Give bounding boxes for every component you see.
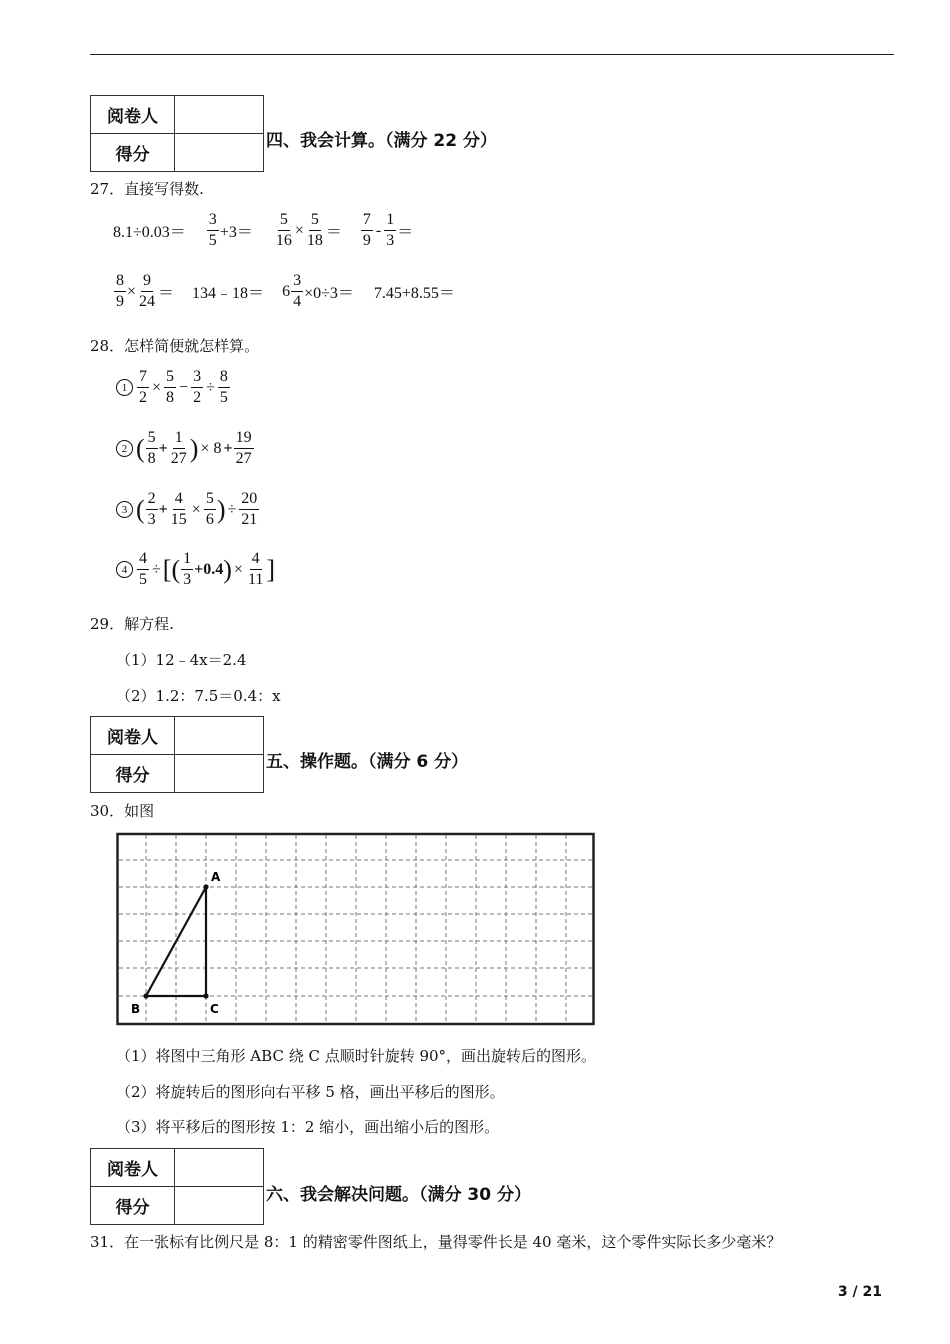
reviewer-label: 阅卷人 [91, 1149, 175, 1187]
fraction: $\frac{2}{3}$ [147, 490, 156, 528]
operator: − [179, 378, 189, 396]
fraction: $\frac{5}{18}$ [306, 211, 323, 249]
fraction: $\frac{1}{27}$ [170, 429, 187, 467]
q28-expression-1 [116, 369, 231, 406]
paren: ) [189, 433, 199, 463]
label-c: C [210, 1002, 219, 1016]
operator: × [127, 282, 137, 300]
reviewer-cell[interactable] [175, 1149, 264, 1187]
bracket: [ [162, 554, 172, 584]
q30-part-3: （3）将平移后的图形按 1：2 缩小，画出缩小后的图形。 [116, 1118, 500, 1136]
vertex-c [203, 993, 208, 998]
section-heading-6: 六、我会解决问题。（满分 30 分） [266, 1185, 531, 1205]
q27-row1 [113, 212, 413, 249]
paren: ) [223, 554, 232, 584]
section-heading-5: 五、操作题。（满分 6 分） [266, 752, 469, 772]
score-cell[interactable] [175, 1187, 264, 1225]
label-b: B [131, 1002, 141, 1016]
fraction: $\frac{4}{5}$ [139, 550, 147, 588]
operator: ÷ [227, 500, 237, 518]
bracket: ] [266, 554, 276, 584]
fraction: $\frac{5}{16}$ [275, 211, 292, 249]
operator: + [223, 439, 233, 457]
q27-item-b-tail: +3＝ [219, 224, 253, 241]
score-cell[interactable] [175, 755, 264, 793]
q29-part-1: （1）12﹣4x＝2.4 [116, 651, 247, 669]
fraction: $\frac{8}{5}$ [219, 368, 228, 406]
question-28-title: 28．怎样简便就怎样算。 [90, 337, 260, 355]
paren: ) [216, 494, 226, 524]
fraction: $\frac{3}{4}$ [293, 272, 302, 310]
score-box [90, 1148, 264, 1225]
operator: × [152, 378, 162, 396]
circled-number: 2 [116, 440, 133, 457]
fraction: $\frac{19}{27}$ [235, 429, 252, 467]
operator: + [158, 439, 168, 457]
mixed-whole: 6 [282, 282, 291, 300]
fraction: $\frac{5}{8}$ [147, 429, 156, 467]
reviewer-label: 阅卷人 [91, 96, 175, 134]
vertex-b [143, 993, 148, 998]
reviewer-cell[interactable] [175, 717, 264, 755]
circled-number: 3 [116, 501, 133, 518]
q30-part-2: （2）将旋转后的图形向右平移 5 格，画出平移后的图形。 [116, 1083, 505, 1101]
fraction: $\frac{3}{5}$ [208, 211, 217, 249]
q27-item-b2: 134﹣18＝ [192, 285, 265, 302]
question-27-title: 27．直接写得数. [90, 180, 204, 198]
q27-item-c2-tail: ×0÷3＝ [304, 285, 354, 302]
operator: +0.4 [194, 560, 224, 578]
operator: × [294, 221, 304, 239]
reviewer-label: 阅卷人 [91, 717, 175, 755]
paren: ( [171, 554, 181, 584]
paren: ( [136, 494, 145, 524]
label-a: A [211, 870, 221, 884]
fraction: $\frac{20}{21}$ [241, 490, 258, 528]
fraction: $\frac{1}{3}$ [386, 211, 395, 249]
operator: ÷ [152, 560, 161, 578]
equals: ＝ [397, 224, 414, 241]
score-box [90, 95, 264, 172]
fraction: $\frac{4}{15}$ [170, 490, 187, 528]
fraction: $\frac{7}{2}$ [139, 368, 147, 406]
equals: ＝ [158, 285, 175, 302]
score-label: 得分 [91, 755, 175, 793]
score-label: 得分 [91, 134, 175, 172]
q29-part-2: （2）1.2：7.5＝0.4：x [116, 687, 281, 705]
q30-part-1: （1）将图中三角形 ABC 绕 C 点顺时针旋转 90°，画出旋转后的图形。 [116, 1047, 597, 1065]
equals: ＝ [325, 224, 342, 241]
fraction: $\frac{4}{11}$ [247, 550, 264, 588]
header-rule [90, 54, 894, 55]
operator: × [191, 500, 201, 518]
section-heading-4: 四、我会计算。（满分 22 分） [266, 131, 497, 151]
operator: × [233, 560, 243, 578]
question-30-title: 30．如图 [90, 802, 155, 820]
fraction: $\frac{9}{24}$ [139, 272, 156, 310]
vertex-a [203, 884, 208, 889]
score-cell[interactable] [175, 134, 264, 172]
operator: ÷ [206, 378, 215, 396]
score-label: 得分 [91, 1187, 175, 1225]
fraction: $\frac{5}{8}$ [166, 368, 175, 406]
fraction: $\frac{8}{9}$ [116, 272, 124, 310]
operator: - [375, 221, 382, 239]
fraction: $\frac{3}{2}$ [193, 368, 202, 406]
operator: × 8 [200, 439, 222, 457]
page-number: 3 / 21 [837, 1284, 882, 1300]
operator: + [158, 500, 168, 518]
q28-expression-3 [116, 491, 260, 528]
question-31-title: 31．在一张标有比例尺是 8：1 的精密零件图纸上，量得零件长是 40 毫米，这个零件实际长多少毫米？ [90, 1233, 782, 1251]
q27-row2 [113, 273, 455, 310]
q28-expression-2 [116, 430, 255, 467]
q28-expression-4 [116, 551, 275, 588]
grid-figure [116, 832, 596, 1028]
circled-number: 1 [116, 379, 133, 396]
reviewer-cell[interactable] [175, 96, 264, 134]
fraction: $\frac{5}{6}$ [205, 490, 214, 528]
score-box [90, 716, 264, 793]
q27-item-a: 8.1÷0.03＝ [113, 224, 186, 241]
paren: ( [136, 433, 145, 463]
fraction: $\frac{1}{3}$ [183, 550, 192, 588]
q27-item-d2: 7.45+8.55＝ [373, 285, 455, 302]
circled-number: 4 [116, 561, 133, 578]
question-29-title: 29．解方程. [90, 615, 174, 633]
fraction: $\frac{7}{9}$ [362, 211, 371, 249]
